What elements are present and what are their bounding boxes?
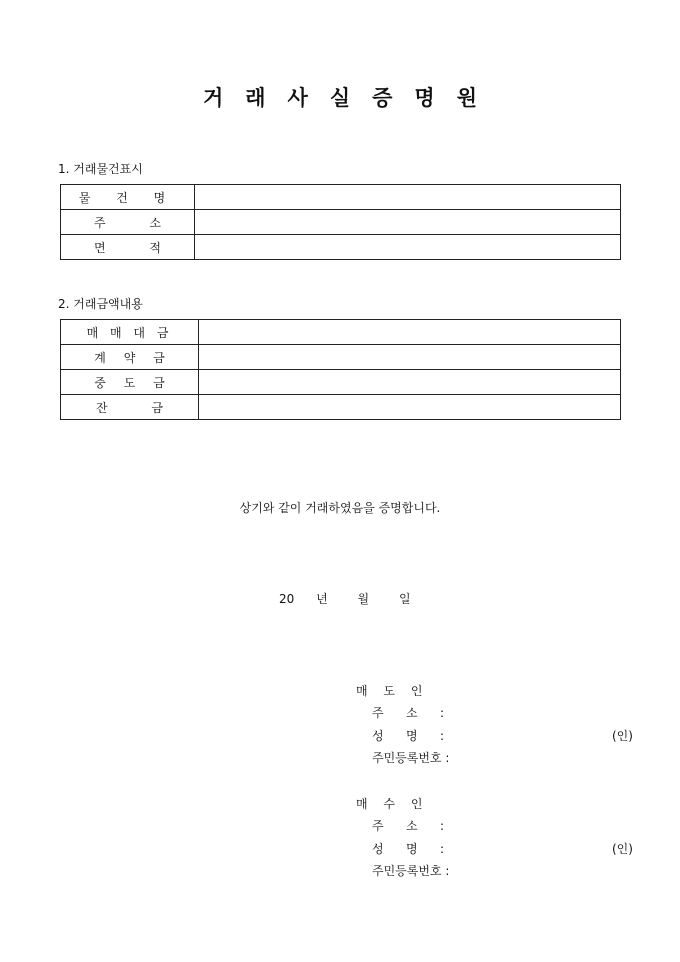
- property-address-label: 주 소: [61, 210, 195, 235]
- seller-registration-row[interactable]: [372, 749, 450, 766]
- certification-statement: 상기와 같이 거래하였음을 증명합니다.: [239, 501, 441, 515]
- deposit-value[interactable]: [199, 345, 621, 370]
- table-row: [61, 210, 621, 235]
- date-year-prefix: 20: [279, 592, 295, 606]
- date-month-unit: 월: [357, 592, 370, 606]
- buyer-address-row[interactable]: [372, 817, 444, 834]
- amount-table: [60, 319, 621, 420]
- buyer-seal-mark: (인): [612, 842, 633, 856]
- buyer-heading: 매 수 인: [356, 797, 429, 811]
- seller-registration-label: 주민등록번호 :: [372, 751, 450, 765]
- seller-seal-mark: (인): [612, 729, 633, 743]
- property-area-value[interactable]: [195, 235, 621, 260]
- seller-name-label: 성 명 :: [372, 729, 444, 743]
- seller-name-row[interactable]: [372, 727, 638, 744]
- sale-price-label: 매 매 대 금: [61, 320, 199, 345]
- property-area-label: 면 적: [61, 235, 195, 260]
- sale-price-value[interactable]: [199, 320, 621, 345]
- buyer-registration-row[interactable]: [372, 862, 450, 879]
- property-address-value[interactable]: [195, 210, 621, 235]
- buyer-block: [356, 795, 633, 878]
- table-row: [61, 345, 621, 370]
- interim-payment-label: 중 도 금: [61, 370, 199, 395]
- interim-payment-value[interactable]: [199, 370, 621, 395]
- buyer-address-label: 주 소 :: [372, 819, 444, 833]
- property-table: [60, 184, 621, 260]
- seller-heading: 매 도 인: [356, 684, 429, 698]
- buyer-name-label: 성 명 :: [372, 842, 444, 856]
- balance-value[interactable]: [199, 395, 621, 420]
- balance-label: 잔 금: [61, 395, 199, 420]
- seller-block: [356, 682, 633, 765]
- buyer-registration-label: 주민등록번호 :: [372, 864, 450, 878]
- date-day-unit: 일: [398, 592, 411, 606]
- date-year-unit: 년: [316, 592, 328, 606]
- table-row: [61, 370, 621, 395]
- table-row: [61, 395, 621, 420]
- buyer-name-row[interactable]: [372, 840, 638, 857]
- document-title: 거래사실증명원: [202, 85, 499, 110]
- table-row: [61, 320, 621, 345]
- table-row: [61, 235, 621, 260]
- section-2-label: 2. 거래금액내용: [58, 297, 143, 311]
- deposit-label: 계 약 금: [61, 345, 199, 370]
- table-row: [61, 185, 621, 210]
- property-name-value[interactable]: [195, 185, 621, 210]
- seller-address-row[interactable]: [372, 704, 444, 721]
- seller-address-label: 주 소 :: [372, 706, 444, 720]
- section-1-label: 1. 거래물건표시: [58, 162, 143, 176]
- property-name-label: 물 건 명: [61, 185, 195, 210]
- date-line: [279, 590, 411, 607]
